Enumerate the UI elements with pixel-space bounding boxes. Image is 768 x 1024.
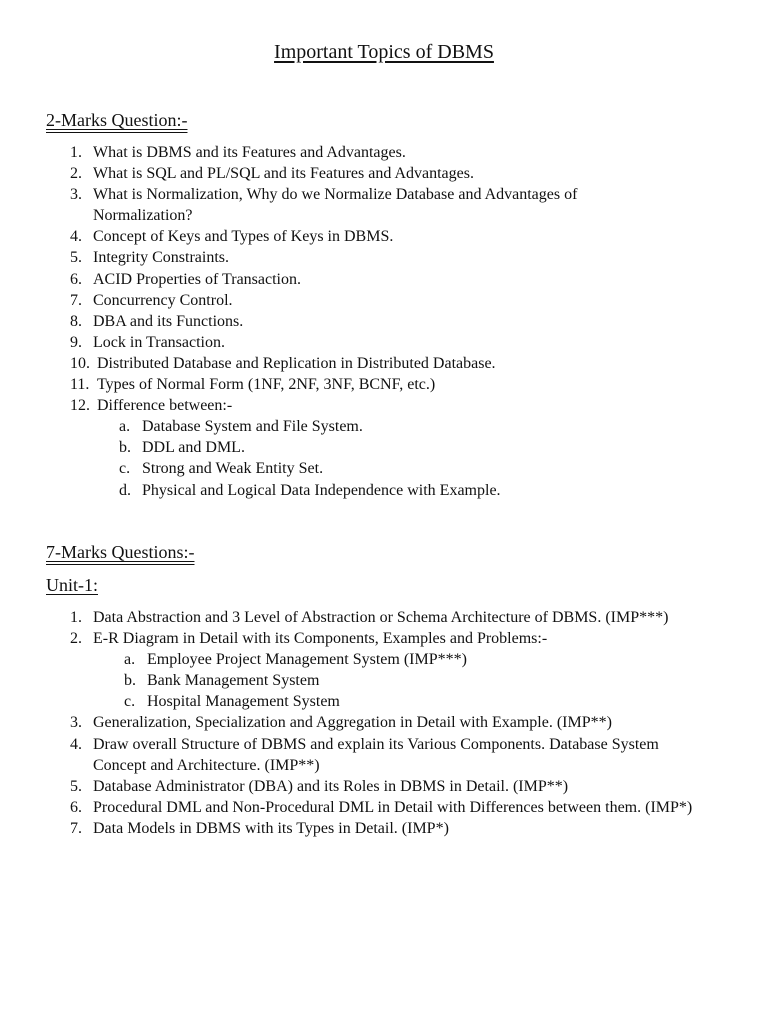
item-text: Draw overall Structure of DBMS and explain its Various Components. Database System Concept and Architecture. (IMP**) <box>93 735 659 774</box>
item-number: 1. <box>70 609 82 626</box>
item-number: 4. <box>70 735 82 753</box>
item-number: 3. <box>70 714 82 732</box>
item-number: 6. <box>70 270 82 288</box>
sub-list-item <box>97 416 736 437</box>
item-text: E-R Diagram in Detail with its Components, Examples and Problems:- <box>93 630 548 648</box>
item-text: What is DBMS and its Features and Advantages. <box>93 144 406 161</box>
sub-item-letter: b. <box>119 439 131 457</box>
list-item <box>46 311 736 332</box>
item-number: 2. <box>70 630 82 648</box>
seven-marks-list <box>46 607 736 839</box>
item-text: What is Normalization, Why do we Normalize Database and Advantages of Normalization? <box>93 186 578 225</box>
sub-item-text: Employee Project Management System (IMP***) <box>147 651 467 669</box>
item-number: 5. <box>70 777 82 795</box>
sub-item-letter: a. <box>124 651 136 669</box>
list-item <box>46 395 736 500</box>
item-number: 11. <box>70 376 90 394</box>
item-text: Concurrency Control. <box>93 291 233 309</box>
list-item <box>46 226 736 247</box>
item-text: Types of Normal Form (1NF, 2NF, 3NF, BCNF, etc.) <box>97 376 436 394</box>
item-number: 5. <box>70 249 82 267</box>
item-text: Data Abstraction and 3 Level of Abstraction or Schema Architecture of DBMS. (IMP***) <box>93 609 669 626</box>
sub-list-item <box>102 691 736 712</box>
list-item <box>46 797 736 818</box>
list-item <box>46 290 736 311</box>
list-item <box>46 734 736 776</box>
sub-list-item <box>97 480 736 501</box>
sub-item-text: DDL and DML. <box>142 439 245 457</box>
item-text: Lock in Transaction. <box>93 333 225 351</box>
sub-item-text: Bank Management System <box>147 672 320 690</box>
sub-list <box>97 416 736 500</box>
two-marks-list <box>46 142 736 501</box>
seven-marks-heading: 7-Marks Questions:- <box>46 542 195 562</box>
list-item <box>46 818 736 839</box>
list-item <box>46 776 736 797</box>
item-number: 7. <box>70 819 82 837</box>
list-item <box>46 163 736 184</box>
list-item <box>46 607 736 628</box>
sub-item-letter: c. <box>124 693 136 711</box>
list-item <box>46 628 736 712</box>
sub-item-letter: a. <box>119 418 131 436</box>
list-item <box>46 247 736 268</box>
item-number: 2. <box>70 165 82 183</box>
item-number: 4. <box>70 228 82 246</box>
sub-list-item <box>102 649 736 670</box>
list-item <box>46 142 736 163</box>
item-text: Data Models in DBMS with its Types in Detail. (IMP*) <box>93 819 449 837</box>
item-number: 8. <box>70 312 82 330</box>
item-number: 12. <box>70 397 90 415</box>
item-number: 7. <box>70 291 82 309</box>
item-text: Database Administrator (DBA) and its Roles in DBMS in Detail. (IMP**) <box>93 777 569 795</box>
sub-list-item <box>102 670 736 691</box>
item-text: Concept of Keys and Types of Keys in DBMS. <box>93 228 394 246</box>
unit-heading: Unit-1: <box>46 575 98 595</box>
list-item <box>46 332 736 353</box>
item-text: Procedural DML and Non-Procedural DML in Detail with Differences between them. (IMP*) <box>93 798 693 816</box>
list-item <box>46 269 736 290</box>
item-text: What is SQL and PL/SQL and its Features and Advantages. <box>93 165 474 183</box>
sub-list-item <box>97 458 736 479</box>
sub-item-letter: b. <box>124 672 136 690</box>
item-number: 1. <box>70 144 82 161</box>
sub-item-text: Physical and Logical Data Independence with Example. <box>142 481 501 499</box>
item-number: 3. <box>70 186 82 204</box>
item-text: Difference between:- <box>97 397 233 415</box>
list-item <box>46 374 736 395</box>
list-item <box>46 184 736 226</box>
sub-item-text: Hospital Management System <box>147 693 340 711</box>
two-marks-heading: 2-Marks Question:- <box>46 110 188 130</box>
sub-item-letter: d. <box>119 481 131 499</box>
item-text: Generalization, Specialization and Aggregation in Detail with Example. (IMP**) <box>93 714 612 732</box>
item-text: Distributed Database and Replication in Distributed Database. <box>97 354 496 372</box>
sub-list <box>93 649 736 712</box>
item-text: DBA and its Functions. <box>93 312 244 330</box>
list-item <box>46 712 736 733</box>
item-number: 6. <box>70 798 82 816</box>
sub-item-text: Database System and File System. <box>142 418 363 436</box>
list-item <box>46 353 736 374</box>
item-number: 10. <box>70 354 90 372</box>
page-title: Important Topics of DBMS <box>274 41 494 63</box>
sub-item-text: Strong and Weak Entity Set. <box>142 460 324 478</box>
item-number: 9. <box>70 333 82 351</box>
item-text: ACID Properties of Transaction. <box>93 270 301 288</box>
item-text: Integrity Constraints. <box>93 249 229 267</box>
sub-item-letter: c. <box>119 460 131 478</box>
sub-list-item <box>97 437 736 458</box>
